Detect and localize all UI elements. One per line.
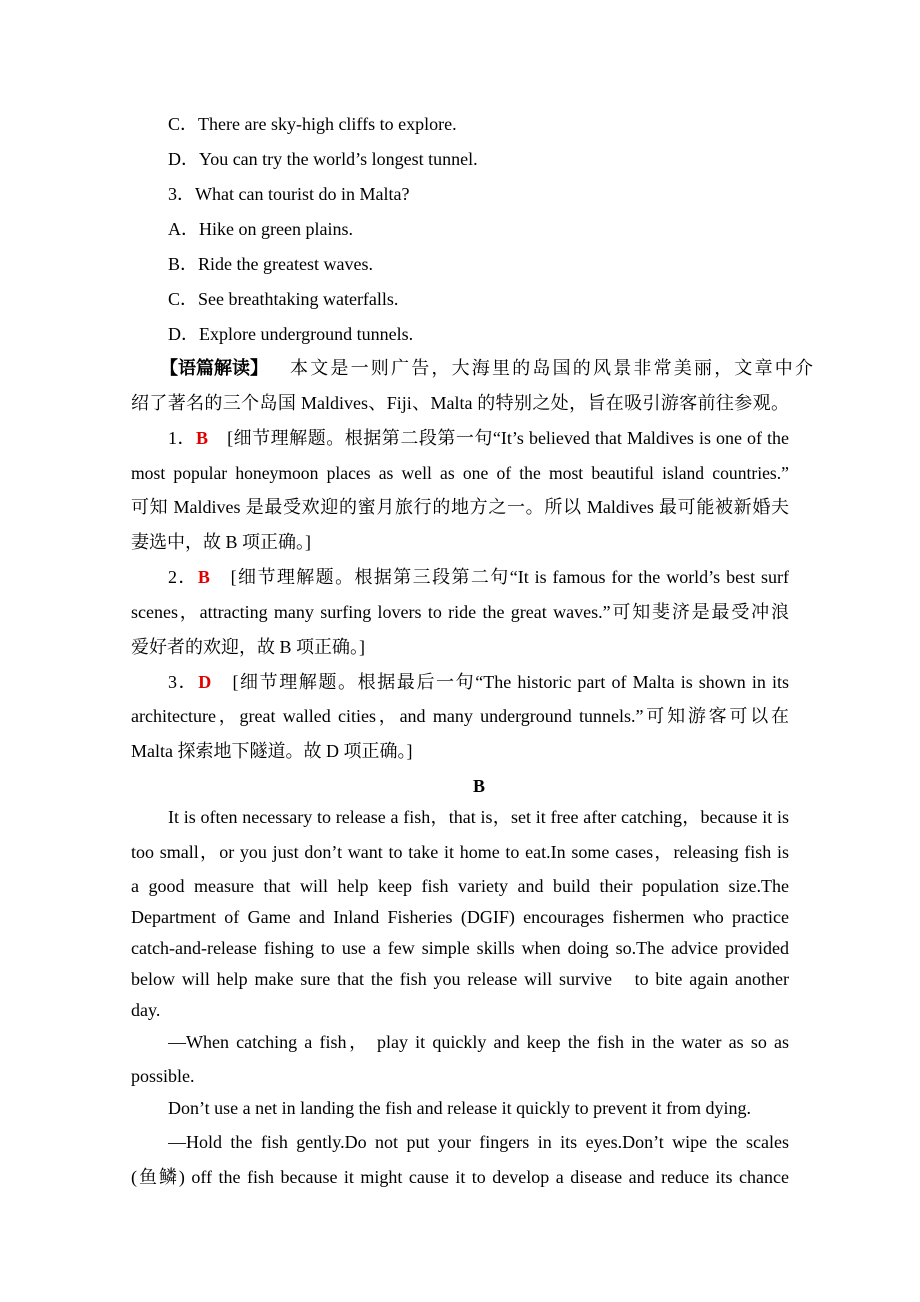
- analysis-label: 【语篇解读】: [160, 358, 268, 378]
- answer-letter: D: [198, 672, 212, 692]
- passage-line: —When catching a fish， play it quickly and keep the fish in the water as so as: [168, 1032, 789, 1052]
- answer-number: 3．: [168, 672, 199, 692]
- option-2c: C．There are sky-high cliffs to explore.: [168, 114, 457, 134]
- analysis-line-1: [160, 356, 816, 380]
- passage-line: day.: [131, 1000, 161, 1020]
- passage-line: too small，or you just don’t want to take it home to eat.In some cases，releasing fish is: [131, 842, 789, 862]
- answer-letter: B: [197, 567, 210, 587]
- answer-letter: B: [196, 428, 209, 448]
- passage-line: a good measure that will help keep fish variety and build their population size.The: [131, 876, 789, 896]
- answer-1-line-2: most popular honeymoon places as well as one of the most beautiful island countries.”: [131, 463, 789, 483]
- answer-text: [细节理解题。根据最后一句“The historic part of Malta is shown in its: [232, 672, 789, 692]
- answer-3-line-3: Malta 探索地下隧道。故 D 项正确。]: [131, 741, 413, 761]
- passage-line: (鱼鳞) off the fish because it might cause it to develop a disease and reduce its chance: [131, 1167, 789, 1187]
- option-2d: D．You can try the world’s longest tunnel.: [168, 149, 478, 169]
- passage-line: catch-and-release fishing to use a few simple skills when doing so.The advice provided: [131, 938, 789, 958]
- section-heading: B: [472, 776, 485, 796]
- analysis-text: 本文是一则广告，大海里的岛国的风景非常美丽，文章中介: [290, 358, 816, 378]
- option-3c: C．See breathtaking waterfalls.: [168, 289, 399, 309]
- answer-text: [细节理解题。根据第三段第二句“It is famous for the world’s best surf: [230, 567, 789, 587]
- passage-line: possible.: [131, 1066, 195, 1086]
- answer-1-line-3: 可知 Maldives 是最受欢迎的蜜月旅行的地方之一。所以 Maldives 最可能被新婚夫: [131, 497, 789, 517]
- passage-line: Department of Game and Inland Fisheries (DGIF) encourages fishermen who practice: [131, 907, 789, 927]
- answer-1-line-1: [168, 426, 789, 450]
- answer-3-line-2: architecture，great walled cities，and many underground tunnels.”可知游客可以在: [131, 706, 789, 726]
- answer-1-line-4: 妻选中，故 B 项正确。]: [131, 532, 311, 552]
- option-3d: D．Explore underground tunnels.: [168, 324, 414, 344]
- option-3a: A．Hike on green plains.: [168, 219, 353, 239]
- answer-3-line-1: [168, 670, 789, 694]
- passage-line: It is often necessary to release a fish，that is，set it free after catching，because it is: [168, 807, 789, 827]
- answer-number: 1．: [168, 428, 197, 448]
- passage-line: —Hold the fish gently.Do not put your fingers in its eyes.Don’t wipe the scales: [168, 1132, 789, 1152]
- answer-number: 2．: [168, 567, 198, 587]
- analysis-line-2: 绍了著名的三个岛国 Maldives、Fiji、Malta 的特别之处，旨在吸引游客前往参观。: [131, 393, 789, 413]
- answer-2-line-3: 爱好者的欢迎，故 B 项正确。]: [131, 637, 365, 657]
- passage-line: below will help make sure that the fish you release will survive to bite again another: [131, 969, 789, 989]
- answer-2-line-2: scenes，attracting many surfing lovers to ride the great waves.”可知斐济是最受冲浪: [131, 602, 789, 622]
- answer-2-line-1: [168, 565, 789, 589]
- option-3b: B．Ride the greatest waves.: [168, 254, 373, 274]
- answer-text: [细节理解题。根据第二段第一句“It’s believed that Maldives is one of the: [227, 428, 789, 448]
- passage-line: Don’t use a net in landing the fish and release it quickly to prevent it from dying.: [168, 1098, 752, 1118]
- question-3: 3．What can tourist do in Malta?: [168, 184, 410, 204]
